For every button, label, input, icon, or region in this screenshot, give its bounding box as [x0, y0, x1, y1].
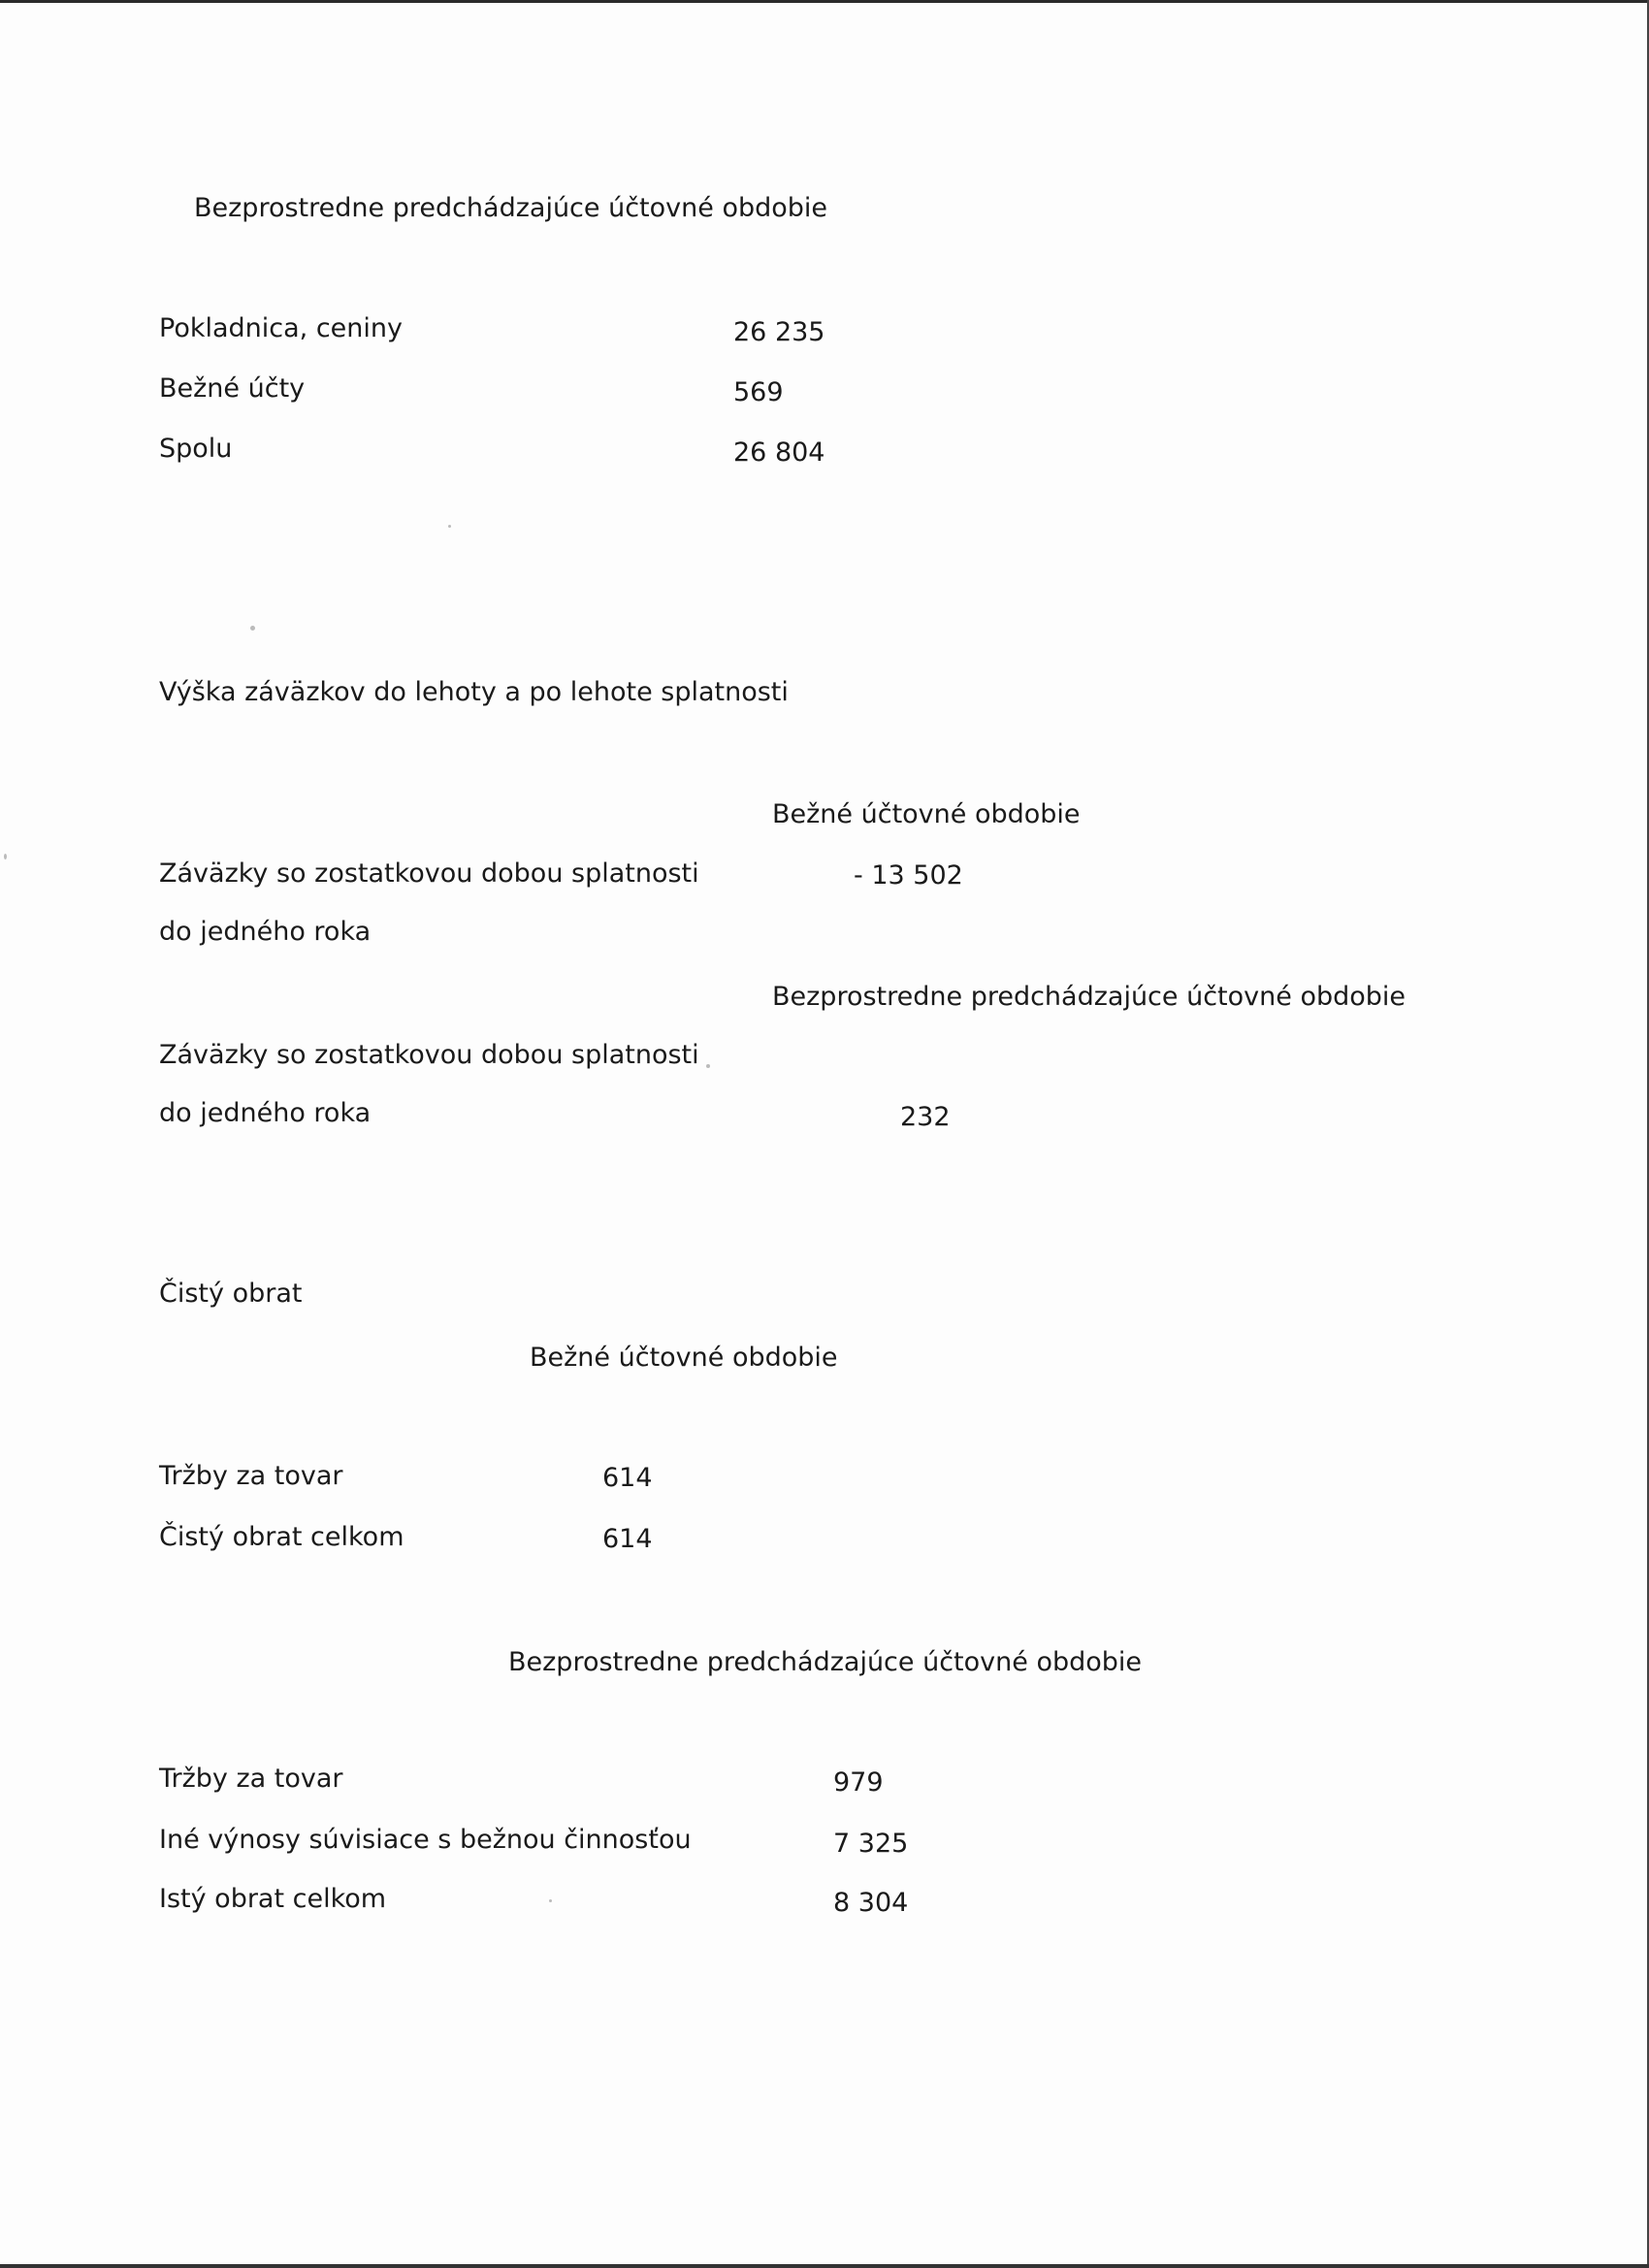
- scan-speck: [4, 854, 7, 859]
- section3-title: Čistý obrat: [159, 1279, 303, 1309]
- row-label: Pokladnica, ceniny: [159, 313, 403, 343]
- scan-speck: [250, 626, 255, 631]
- row-label: Čistý obrat celkom: [159, 1522, 404, 1552]
- period-current: Bežné účtovné obdobie: [530, 1343, 838, 1373]
- row-value: 614: [602, 1524, 653, 1554]
- period-previous: Bezprostredne predchádzajúce účtovné obdobie: [508, 1647, 1143, 1677]
- liability-value: - 13 502: [854, 860, 963, 891]
- row-value: 7 325: [833, 1829, 909, 1859]
- section1-heading: Bezprostredne predchádzajúce účtovné obdobie: [194, 193, 828, 223]
- row-label: Bežné účty: [159, 373, 306, 404]
- row-value: 26 804: [733, 437, 825, 468]
- row-label: Istý obrat celkom: [159, 1884, 387, 1914]
- period-previous: Bezprostredne predchádzajúce účtovné obdobie: [772, 982, 1406, 1012]
- scan-speck: [549, 1899, 552, 1902]
- liability-label-line2: do jedného roka: [159, 1098, 372, 1128]
- section2-title: Výška záväzkov do lehoty a po lehote splatnosti: [159, 677, 789, 707]
- row-label: Spolu: [159, 434, 233, 464]
- row-label: Tržby za tovar: [159, 1461, 343, 1491]
- liability-label-line1: Záväzky so zostatkovou dobou splatnosti: [159, 859, 699, 889]
- row-value: 569: [733, 377, 784, 407]
- row-label: Tržby za tovar: [159, 1764, 343, 1794]
- row-value: 26 235: [733, 317, 825, 347]
- liability-label-line2: do jedného roka: [159, 917, 372, 947]
- liability-value: 232: [900, 1102, 951, 1132]
- row-label: Iné výnosy súvisiace s bežnou činnosťou: [159, 1825, 692, 1855]
- scan-speck: [448, 525, 451, 528]
- period-current: Bežné účtovné obdobie: [772, 799, 1081, 829]
- scan-speck: [706, 1064, 710, 1068]
- liability-label-line1: Záväzky so zostatkovou dobou splatnosti: [159, 1040, 699, 1070]
- row-value: 979: [833, 1767, 884, 1798]
- scan-edge-bottom: [0, 2264, 1649, 2268]
- row-value: 614: [602, 1463, 653, 1493]
- scan-edge-top: [0, 0, 1649, 3]
- row-value: 8 304: [833, 1888, 909, 1918]
